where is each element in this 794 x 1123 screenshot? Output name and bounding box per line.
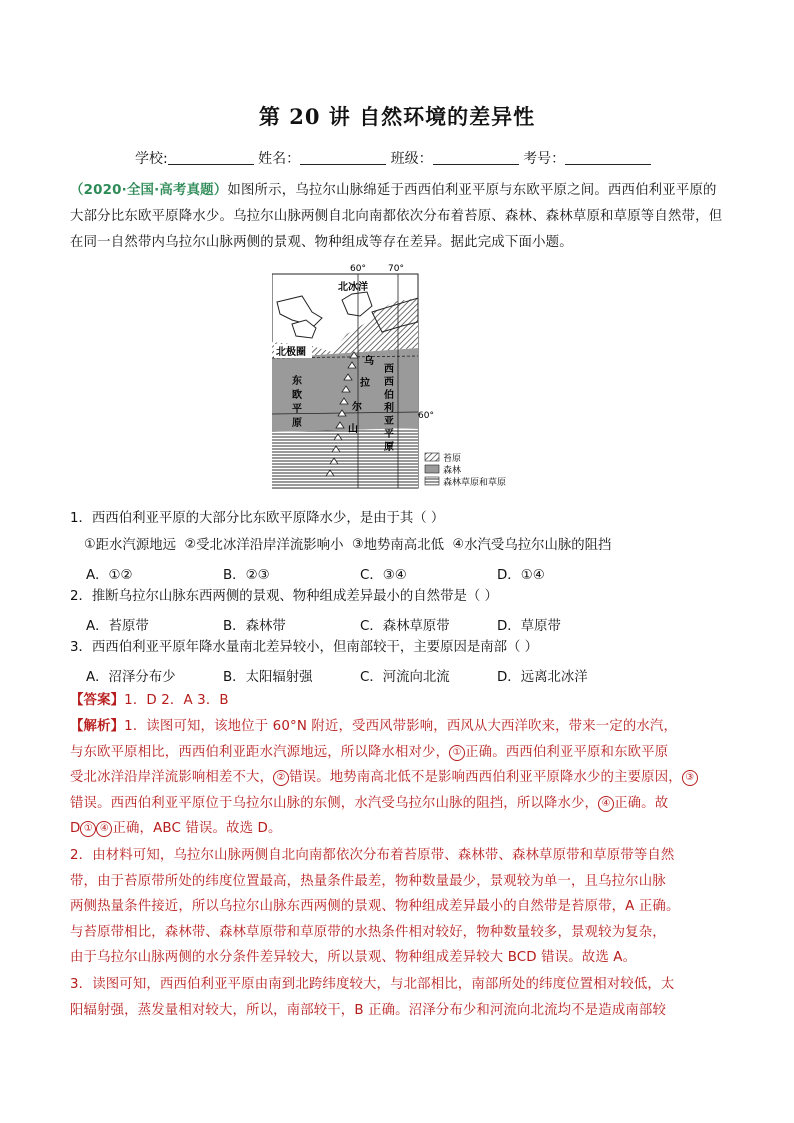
svg-text:西: 西 (384, 364, 394, 375)
q2-option-b[interactable]: B．森林带 (223, 619, 286, 634)
analysis-paragraph-3: 3．读图可知，西西伯利亚平原由南到北跨纬度较大，与北部相比，南部所处的纬度位置相对较低，太 阳辐射强，蒸发量相对较大，所以，南部较干，B 正确。沼泽分布少和河流向北流均不是造成南部较 (70, 977, 675, 1018)
svg-text:亚: 亚 (384, 416, 394, 427)
q2-option-d[interactable]: D．草原带 (497, 619, 561, 634)
q3-option-a[interactable]: A．沼泽分布少 (86, 670, 176, 685)
intro-text: 如图所示，乌拉尔山脉绵延于西西伯利亚平原与东欧平原之间。西西伯利亚平原的大部分比东欧平原降水少。乌拉尔山脉两侧自北向南都依次分布着苔原、森林、森林草原和草原等自然带，但在同一自然带内乌拉尔山脉两侧的景观、物种组成等存在差异。据此完成下面小题。 (70, 183, 723, 250)
school-label: 学校: (135, 151, 168, 167)
answer-line (70, 688, 730, 714)
map-legend (425, 452, 506, 488)
analysis-paragraph-1: 【解析】1．读图可知，该地位于 60°N 附近，受西风带影响，西风从大西洋吹来，带来一定的水汽， 与东欧平原相比，西西伯利亚距水汽源地远，所以降水相对少， ① 正确。西西伯利亚平原和东欧平原 受北冰洋沿岸洋流影响相差不大， ② 错误。地势南高北低不是影响西西伯利亚平原降水少的主要原因， ③ 错误。西西伯利亚平原位于乌拉尔山脉的东侧，水汽受乌拉尔山脉的阻挡，所以降水少， ④ 正确。故 D ① ④ 正确，ABC 错误。故选 D。 (70, 714, 730, 842)
svg-text:平: 平 (292, 404, 302, 415)
svg-text:平: 平 (384, 429, 394, 440)
svg-text:西: 西 (384, 377, 394, 388)
question-3-stem: 3．西西伯利亚平原年降水量南北差异较小，但南部较干，主要原因是南部（ ） (70, 640, 539, 655)
school-blank (168, 150, 254, 165)
question-1-options (86, 564, 634, 583)
lat-60-label: 60° (418, 411, 434, 421)
legend-forest: 森林 (443, 466, 462, 476)
q1-option-b[interactable]: B．②③ (223, 568, 270, 583)
svg-text:利: 利 (384, 403, 394, 414)
q3-option-b[interactable]: B．太阳辐射强 (223, 670, 313, 685)
class-blank (433, 150, 519, 165)
exam-no-label: 考号： (523, 151, 566, 167)
page-title: 第 20 讲 自然环境的差异性 (258, 104, 536, 129)
q2-option-c[interactable]: C．森林草原带 (360, 619, 450, 634)
svg-text:原: 原 (292, 418, 302, 429)
question-3-options (86, 666, 634, 685)
analysis-paragraph-2: 2．由材料可知，乌拉尔山脉两侧自北向南都依次分布着苔原带、森林带、森林草原带和草原带等自然 带，由于苔原带所处的纬度位置最高，热量条件最差，物种数量最少，景观较为单一，且乌拉尔山脉 两侧热量条件接近，所以乌拉尔山脉东西两侧的景观、物种组成差异最小的自然带是苔原带，A 正确。 与苔原带相比，森林带、森林草原带和草原带的水热条件相对较好，物种数量较多，景观较为复杂， 由于乌拉尔山脉两侧的水分条件差异较大，所以景观、物种组成差异较大 BCD 错误。故选 A。 (70, 848, 680, 965)
arctic-ocean-label: 北冰洋 (338, 282, 368, 293)
arctic-circle-label: 北极圈 (276, 347, 306, 358)
legend-tundra: 苔原 (443, 454, 462, 464)
name-label: 姓名： (258, 151, 301, 167)
q1-option-c[interactable]: C．③④ (360, 568, 407, 583)
svg-text:尔: 尔 (352, 402, 362, 413)
name-blank (300, 150, 386, 165)
lon-70-label: 70° (388, 264, 404, 274)
lon-60-label: 60° (350, 264, 366, 274)
svg-text:拉: 拉 (360, 378, 370, 389)
question-1-stem: 1．西西伯利亚平原的大部分比东欧平原降水少，是由于其（ ） (70, 511, 445, 526)
svg-text:原: 原 (384, 442, 394, 453)
ural-map-figure (272, 262, 532, 494)
svg-text:山: 山 (348, 424, 358, 435)
question-2-options (86, 615, 634, 634)
svg-text:欧: 欧 (292, 390, 302, 401)
q2-option-a[interactable]: A．苔原带 (86, 619, 149, 634)
legend-steppe: 森林草原和草原 (443, 478, 507, 488)
answer-label: 【答案】 (70, 693, 125, 708)
q1-option-d[interactable]: D．①④ (497, 568, 545, 583)
intro-paragraph (70, 178, 730, 256)
exam-no-blank (565, 150, 651, 165)
q3-option-d[interactable]: D．远离北冰洋 (497, 670, 588, 685)
student-info-line (135, 148, 651, 168)
q1-option-a[interactable]: A．①② (86, 568, 133, 583)
svg-text:东: 东 (292, 376, 302, 387)
analysis-label: 【解析】 (70, 719, 125, 734)
question-2-stem: 2．推断乌拉尔山脉东西两侧的景观、物种组成差异最小的自然带是（ ） (70, 589, 498, 604)
class-label: 班级： (390, 151, 433, 167)
q3-option-c[interactable]: C．河流向北流 (360, 670, 450, 685)
question-1-statements: ①距水汽源地远 ②受北冰洋沿岸洋流影响小 ③地势南高北低 ④水汽受乌拉尔山脉的阻挡 (84, 537, 612, 553)
svg-text:伯: 伯 (384, 390, 394, 401)
question-source: （2020·全国·高考真题） (70, 183, 228, 198)
answer-text: 1．D 2．A 3．B (124, 693, 229, 708)
svg-text:乌: 乌 (364, 356, 374, 367)
steppe-zone (272, 428, 418, 488)
